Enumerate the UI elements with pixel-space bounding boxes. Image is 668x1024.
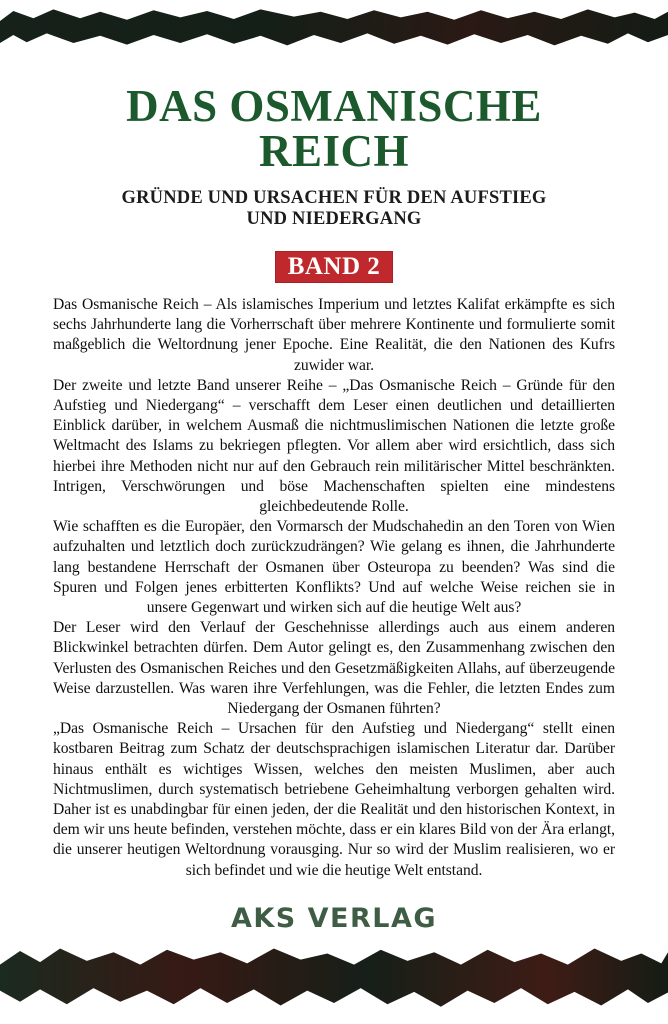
back-cover-text — [53, 295, 615, 881]
book-subtitle-line2: UND NIEDERGANG — [246, 209, 422, 229]
paragraph-2: Der zweite und letzte Band unserer Reihe – „Das Osmanische Reich – Gründe für den Aufstieg und Niedergang“ – verschafft dem Leser einen deutlichen und detaillierten Einblick darüber, in welchem Ausmaß die nichtmuslimischen Nationen die letzte große Weltmacht des Islams zu bekriegen pflegten. Vor allem aber wird ersichtlich, dass sich hierbei ihre Methoden nicht nur auf den Gebrauch rein militärischer Mittel beschränkten. Intrigen, Verschwörungen und böse Machenschaften spielten eine mindestens gleichbedeutende Rolle. — [53, 376, 615, 516]
paragraph-3: Wie schafften es die Europäer, den Vormarsch der Mudschahedin an den Toren von Wien aufzuhalten und letztlich doch zurückzudrängen? Wie gelang es ihnen, die Jahrhunderte lang bestandene Herrschaft der Osmanen über Osteuropa zu beenden? Was sind die Spuren und Folgen jenes erbitterten Konflikts? Und auf welche Weise reichen sie in unsere Gegenwart und wirken sich auf die heutige Welt aus? — [53, 518, 615, 617]
book-title-line2: REICH — [258, 126, 410, 176]
torn-edge-bottom — [0, 946, 668, 1008]
volume-badge: BAND 2 — [275, 251, 394, 283]
publisher-logo: AKS VERLAG — [230, 902, 438, 934]
paragraph-4: Der Leser wird den Verlauf der Geschehnisse allerdings auch aus einem anderen Blickwinkel betrachten dürfen. Dem Autor gelingt es, den Zusammenhang zwischen den Verlusten des Osmanischen Reiches und den Gesetzmäßigkeiten Allahs, auf überzeugende Weise darzustellen. Was waren ihre Verfehlungen, was die Fehler, die letzten Endes zum Niedergang der Osmanen führten? — [53, 619, 615, 718]
book-title — [0, 81, 668, 176]
paragraph-5: „Das Osmanische Reich – Ursachen für den Aufstieg und Niedergang“ stellt einen kostbaren Beitrag zum Schatz der deutschsprachigen islamischen Literatur dar. Darüber hinaus enthält es wichtiges Wissen, welches den meisten Muslimen, aber auch Nichtmuslimen, durch systematisch betriebene Geheimhaltung verborgen gehalten wird. Daher ist es unabdingbar für einen jeden, der die Realität und den historischen Kontext, in dem wir uns heute befinden, verstehen möchte, dass er ein klares Bild von der Ära erlangt, die unserer heutigen Weltordnung vorausging. Nur so wird der Muslim realisieren, wo er sich befindet und wie die heutige Welt entstand. — [53, 720, 615, 879]
paragraph-1: Das Osmanische Reich – Als islamisches Imperium und letztes Kalifat erkämpfte es sich sechs Jahrhunderte lang die Vorherrschaft über mehrere Kontinente und formulierte somit maßgeblich die Weltordnung jener Epoche. Eine Realität, die den Nationen des Kufrs zuwider war. — [53, 296, 615, 374]
book-title-line1: DAS OSMANISCHE — [126, 81, 542, 131]
book-subtitle — [0, 188, 668, 230]
volume-badge-row — [0, 251, 668, 283]
torn-edge-top — [0, 7, 668, 47]
book-subtitle-line1: GRÜNDE UND URSACHEN FÜR DEN AUFSTIEG — [121, 188, 547, 208]
